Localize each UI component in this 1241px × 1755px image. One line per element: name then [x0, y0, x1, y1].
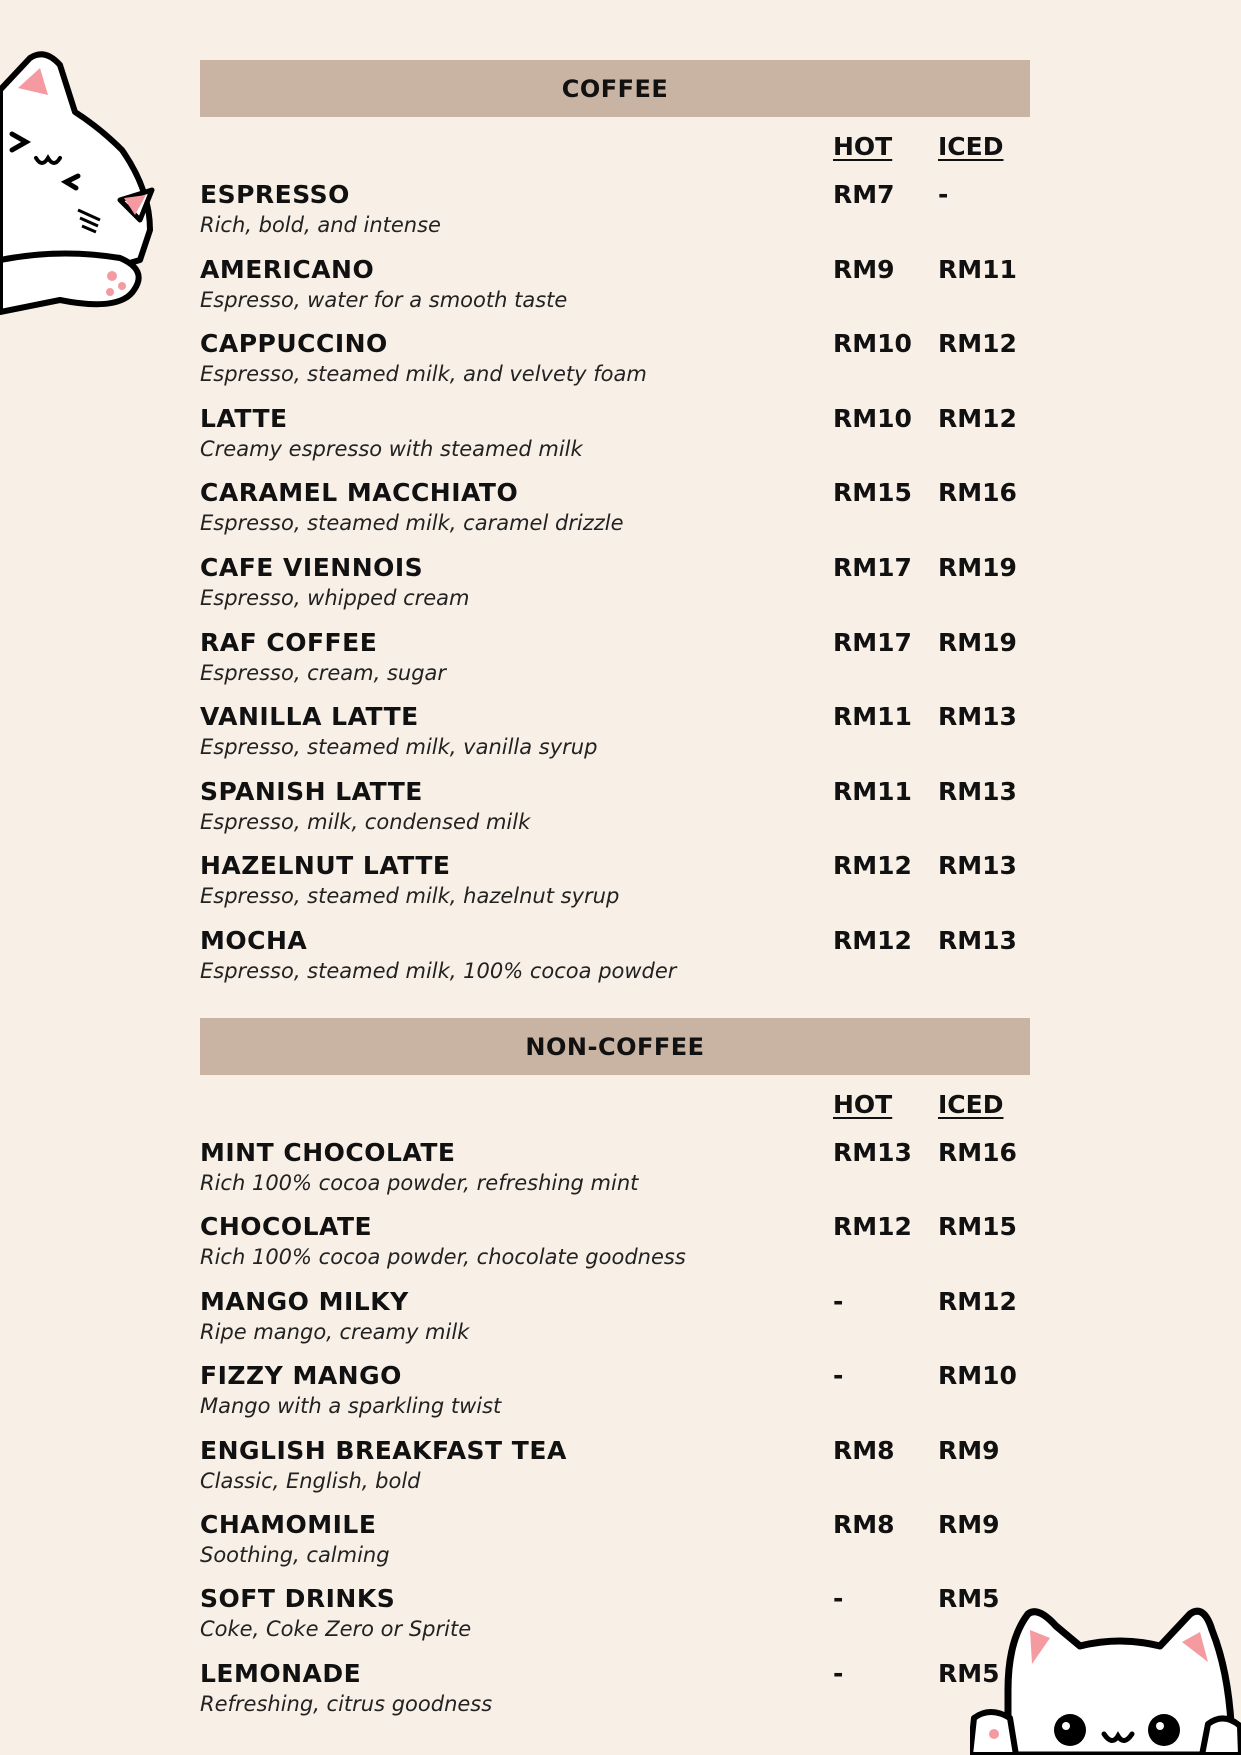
- menu-item: [200, 1510, 1030, 1580]
- item-description: Refreshing, citrus goodness: [200, 1691, 493, 1716]
- menu-item: [200, 702, 1030, 772]
- menu-item: [200, 1212, 1030, 1282]
- item-name: CAPPUCCINO: [200, 329, 388, 359]
- price-iced: RM12: [938, 1286, 1017, 1316]
- item-description: Espresso, steamed milk, hazelnut syrup: [200, 884, 620, 909]
- price-hot: RM12: [833, 926, 912, 955]
- item-description: Espresso, milk, condensed milk: [200, 809, 531, 834]
- price-hot: RM8: [833, 1435, 895, 1465]
- price-hot: -: [833, 1584, 844, 1614]
- item-name: FIZZY MANGO: [200, 1361, 402, 1391]
- price-hot: RM11: [833, 702, 912, 732]
- price-hot: -: [833, 1658, 844, 1688]
- item-description: Espresso, cream, sugar: [200, 660, 447, 685]
- menu-item: [200, 404, 1030, 474]
- price-iced: RM13: [938, 851, 1017, 881]
- menu-item: [200, 628, 1030, 698]
- item-name: VANILLA LATTE: [200, 702, 419, 732]
- item-description: Ripe mango, creamy milk: [200, 1319, 470, 1344]
- price-iced: RM13: [938, 702, 1017, 732]
- price-iced: RM11: [938, 254, 1017, 284]
- price-iced: RM15: [938, 1212, 1017, 1242]
- item-description: Rich 100% cocoa powder, chocolate goodness: [200, 1245, 686, 1270]
- item-name: ENGLISH BREAKFAST TEA: [200, 1435, 567, 1465]
- price-hot: RM11: [833, 776, 912, 806]
- item-description: Coke, Coke Zero or Sprite: [200, 1617, 472, 1642]
- price-iced: RM9: [938, 1435, 1000, 1465]
- price-iced: RM16: [938, 478, 1017, 508]
- price-hot: RM12: [833, 851, 912, 881]
- price-hot: -: [833, 1361, 844, 1391]
- menu-item: [200, 329, 1030, 399]
- price-iced: RM13: [938, 926, 1017, 955]
- price-iced: RM5: [938, 1584, 1000, 1614]
- price-hot: RM7: [833, 180, 895, 209]
- item-name: CHAMOMILE: [200, 1510, 377, 1539]
- item-description: Espresso, steamed milk, and velvety foam: [200, 362, 647, 387]
- menu-item: [200, 1361, 1030, 1431]
- price-hot: RM17: [833, 627, 912, 657]
- item-name: CARAMEL MACCHIATO: [200, 478, 519, 508]
- item-name: LATTE: [200, 403, 288, 433]
- menu-item: [200, 926, 1030, 996]
- item-description: Espresso, whipped cream: [200, 586, 470, 610]
- column-header-hot: HOT: [833, 1090, 893, 1119]
- price-hot: RM17: [833, 553, 912, 582]
- price-iced: RM19: [938, 627, 1017, 657]
- price-iced: RM16: [938, 1138, 1017, 1167]
- price-iced: RM9: [938, 1510, 1000, 1539]
- price-iced: RM12: [938, 329, 1017, 359]
- price-hot: RM9: [833, 254, 895, 284]
- menu-item: [200, 255, 1030, 325]
- item-description: Classic, English, bold: [200, 1468, 421, 1493]
- item-description: Rich, bold, and intense: [200, 213, 441, 237]
- item-name: MINT CHOCOLATE: [200, 1138, 456, 1167]
- menu-item: [200, 180, 1030, 250]
- price-iced: RM12: [938, 403, 1017, 433]
- menu-item: [200, 777, 1030, 847]
- price-hot: RM15: [833, 478, 912, 508]
- column-header-hot: HOT: [833, 132, 893, 161]
- item-name: AMERICANO: [200, 254, 375, 284]
- item-description: Mango with a sparkling twist: [200, 1394, 502, 1419]
- menu-item: [200, 478, 1030, 548]
- price-hot: -: [833, 1286, 844, 1316]
- item-description: Espresso, steamed milk, 100% cocoa powder: [200, 959, 677, 983]
- section-header-coffee: COFFEE: [200, 60, 1030, 117]
- price-hot: RM12: [833, 1212, 912, 1242]
- item-name: SPANISH LATTE: [200, 776, 423, 806]
- price-hot: RM8: [833, 1510, 895, 1539]
- price-iced: -: [938, 180, 949, 209]
- price-iced: RM10: [938, 1361, 1017, 1391]
- price-iced: RM19: [938, 553, 1017, 582]
- menu-item: [200, 1287, 1030, 1357]
- price-iced: RM13: [938, 776, 1017, 806]
- item-description: Creamy espresso with steamed milk: [200, 436, 583, 461]
- menu-item: [200, 1138, 1030, 1208]
- menu-item: [200, 851, 1030, 921]
- item-name: RAF COFFEE: [200, 627, 378, 657]
- item-description: Espresso, steamed milk, vanilla syrup: [200, 735, 598, 760]
- menu-item: [200, 1584, 1030, 1654]
- item-name: SOFT DRINKS: [200, 1584, 396, 1614]
- menu-item: [200, 1436, 1030, 1506]
- item-description: Espresso, steamed milk, caramel drizzle: [200, 511, 624, 536]
- item-name: MANGO MILKY: [200, 1286, 409, 1316]
- price-hot: RM10: [833, 403, 912, 433]
- cat-illustration-top-left: [0, 50, 180, 340]
- item-name: CAFE VIENNOIS: [200, 553, 424, 582]
- column-header-iced: ICED: [938, 1090, 1004, 1119]
- item-name: LEMONADE: [200, 1658, 362, 1688]
- item-name: CHOCOLATE: [200, 1212, 373, 1242]
- menu-item: [200, 1659, 1030, 1729]
- price-iced: RM5: [938, 1658, 1000, 1688]
- item-name: ESPRESSO: [200, 180, 350, 209]
- section-header-non-coffee: NON-COFFEE: [200, 1018, 1030, 1075]
- menu-item: [200, 553, 1030, 623]
- price-hot: RM13: [833, 1138, 912, 1167]
- column-header-iced: ICED: [938, 132, 1004, 161]
- item-name: HAZELNUT LATTE: [200, 851, 451, 881]
- item-description: Espresso, water for a smooth taste: [200, 287, 568, 312]
- item-name: MOCHA: [200, 926, 308, 955]
- item-description: Rich 100% cocoa powder, refreshing mint: [200, 1171, 639, 1195]
- item-description: Soothing, calming: [200, 1543, 390, 1567]
- price-hot: RM10: [833, 329, 912, 359]
